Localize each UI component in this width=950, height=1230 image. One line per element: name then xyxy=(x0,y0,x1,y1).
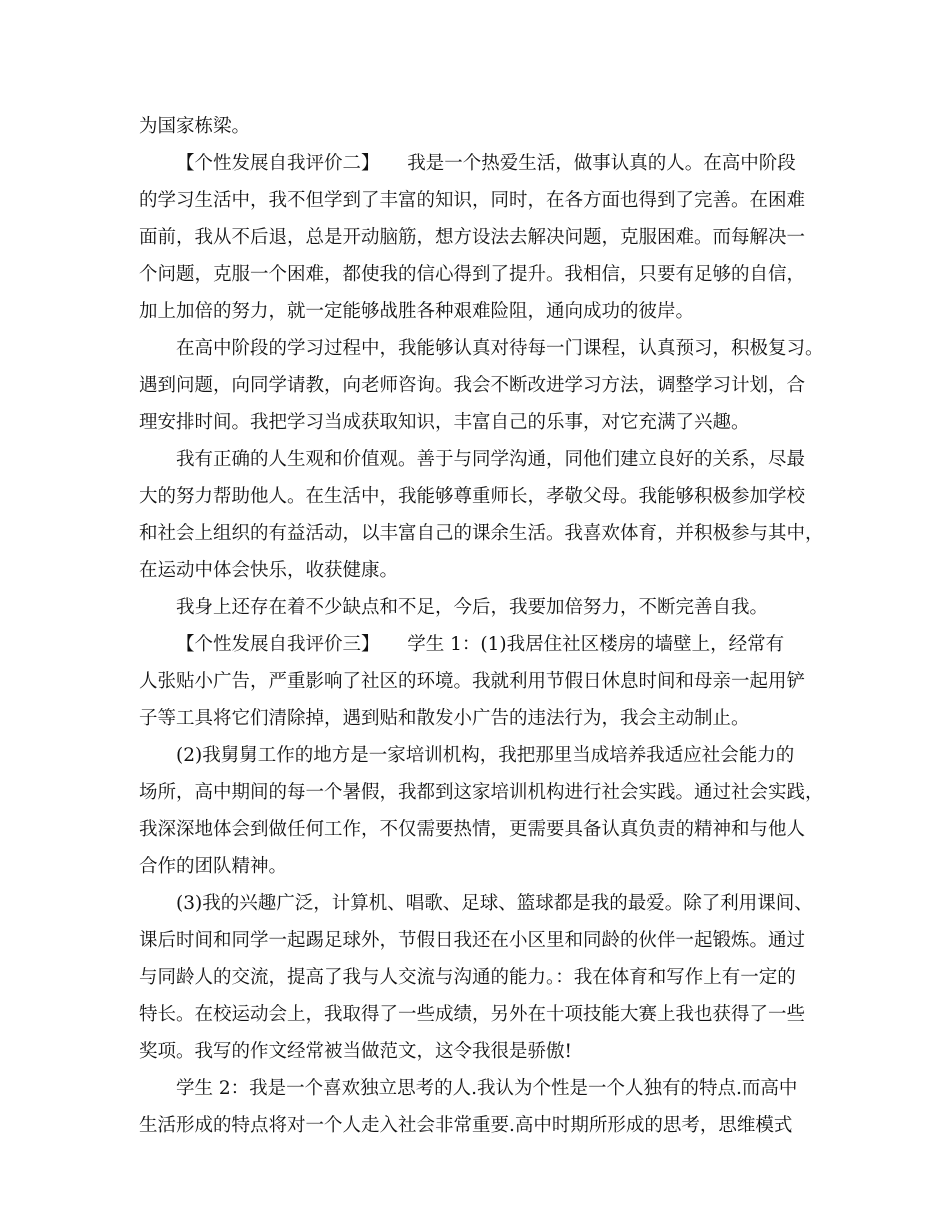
text-line: 在高中阶段的学习过程中，我能够认真对待每一门课程，认真预习，积极复习。 xyxy=(176,338,824,359)
text-line: 合作的团队精神。 xyxy=(139,856,288,877)
text-line: 我深深地体会到做任何工作，不仅需要热情，更需要具备认真负责的精神和与他人 xyxy=(139,819,806,840)
text-line: 大的努力帮助他人。在生活中，我能够尊重师长，孝敬父母。我能够积极参加学校 xyxy=(139,486,806,507)
text-line: 我有正确的人生观和价值观。善于与同学沟通，同他们建立良好的关系，尽最 xyxy=(176,449,806,470)
text-line: 课后时间和同学一起踢足球外，节假日我还在小区里和同龄的伙伴一起锻炼。通过 xyxy=(139,930,806,951)
text-line: 子等工具将它们清除掉，遇到贴和散发小广告的违法行为，我会主动制止。 xyxy=(139,708,750,729)
text-line: 在运动中体会快乐，收获健康。 xyxy=(139,560,399,581)
text-line: 理安排时间。我把学习当成获取知识，丰富自己的乐事，对它充满了兴趣。 xyxy=(139,412,750,433)
text-line: (2)我舅舅工作的地方是一家培训机构，我把那里当成培养我适应社会能力的 xyxy=(176,745,795,766)
text-line: 学生 2：我是一个喜欢独立思考的人.我认为个性是一个人独有的特点.而高中 xyxy=(176,1078,798,1099)
text-line: 个问题，克服一个困难，都使我的信心得到了提升。我相信，只要有足够的自信， xyxy=(139,264,806,285)
text-line: (3)我的兴趣广泛，计算机、唱歌、足球、篮球都是我的最爱。除了利用课间、 xyxy=(176,893,813,914)
text-line: 特长。在校运动会上，我取得了一些成绩，另外在十项技能大赛上我也获得了一些 xyxy=(139,1004,806,1025)
text-line: 场所，高中期间的每一个暑假，我都到这家培训机构进行社会实践。通过社会实践， xyxy=(139,782,824,803)
text-line: 和社会上组织的有益活动，以丰富自己的课余生活。我喜欢体育，并积极参与其中， xyxy=(139,523,824,544)
text-line: 面前，我从不后退，总是开动脑筋，想方设法去解决问题，克服困难。而每解决一 xyxy=(139,227,806,248)
section-heading-line: 【个性发展自我评价二】 我是一个热爱生活，做事认真的人。在高中阶段 xyxy=(176,153,796,174)
text-line: 为国家栋梁。 xyxy=(139,116,251,137)
text-line: 生活形成的特点将对一个人走入社会非常重要.高中时期所形成的思考，思维模式 xyxy=(139,1115,793,1136)
text-line: 加上加倍的努力，就一定能够战胜各种艰难险阻，通向成功的彼岸。 xyxy=(139,301,695,322)
section-heading-line: 【个性发展自我评价三】 学生 1：(1)我居住社区楼房的墙壁上，经常有 xyxy=(176,634,785,655)
text-line: 人张贴小广告，严重影响了社区的环境。我就利用节假日休息时间和母亲一起用铲 xyxy=(139,671,806,692)
text-line: 遇到问题，向同学请教，向老师咨询。我会不断改进学习方法，调整学习计划，合 xyxy=(139,375,806,396)
text-line: 我身上还存在着不少缺点和不足，今后，我要加倍努力，不断完善自我。 xyxy=(176,597,769,618)
text-line: 与同龄人的交流，提高了我与人交流与沟通的能力。：我在体育和写作上有一定的 xyxy=(139,967,796,988)
text-line: 奖项。我写的作文经常被当做范文，这令我很是骄傲! xyxy=(139,1041,572,1062)
text-line: 的学习生活中，我不但学到了丰富的知识，同时，在各方面也得到了完善。在困难 xyxy=(139,190,806,211)
